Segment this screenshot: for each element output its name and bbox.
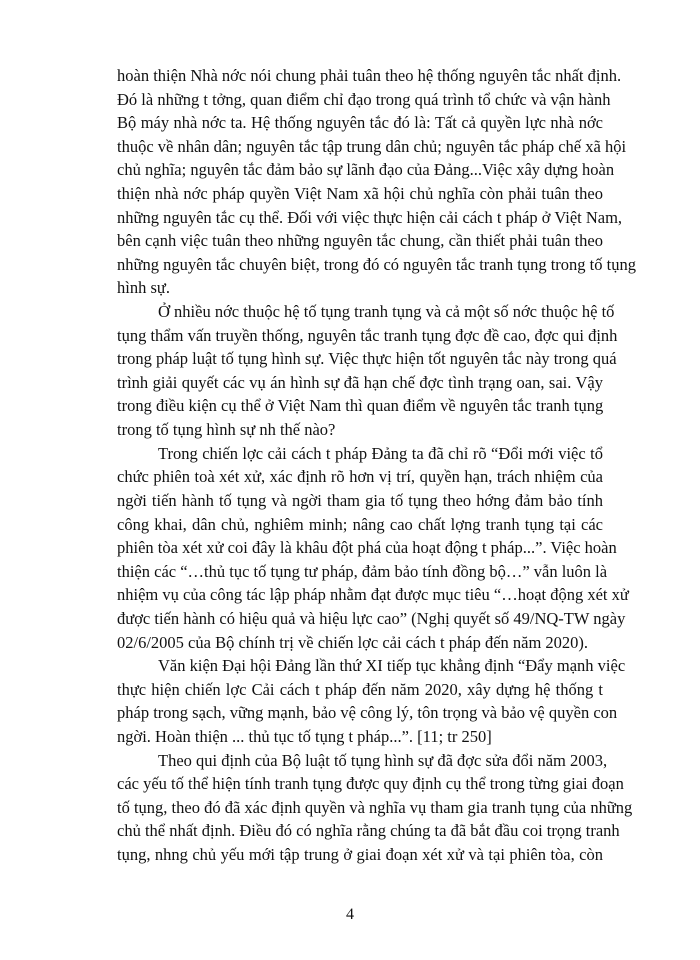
text-line: ngời tiến hành tố tụng và ngời tham gia tố tụng theo hớng đảm bảo tính [117,491,603,510]
text-line: Văn kiện Đại hội Đảng lần thứ XI tiếp tục khẳng định “Đẩy mạnh việc [158,656,626,675]
text-line: được tiến hành có hiệu quả và hiệu lực cao” (Nghị quyết số 49/NQ-TW ngày [117,609,626,628]
text-line: bên cạnh việc tuân theo những nguyên tắc chung, cần thiết phải tuân theo [117,231,603,250]
text-line: hình sự. [117,278,170,297]
text-line: trong tố tụng hình sự nh thế nào? [117,420,336,439]
text-line: Ở nhiều nớc thuộc hệ tố tụng tranh tụng và cả một số nớc thuộc hệ tố [158,302,615,321]
text-line: thiện nhà nớc pháp quyền Việt Nam xã hội chủ nghĩa còn phải tuân theo [117,184,603,203]
text-line: thuộc về nhân dân; nguyên tắc tập trung dân chủ; nguyên tắc pháp chế xã hội [117,137,627,156]
text-line: những nguyên tắc chuyên biệt, trong đó có nguyên tắc tranh tụng trong tố tụng [117,255,636,274]
text-line: công khai, dân chủ, nghiêm minh; nâng cao chất lợng tranh tụng tại các [117,515,603,534]
text-line: trong điều kiện cụ thể ở Việt Nam thì quan điểm về nguyên tắc tranh tụng [117,396,604,415]
text-line: tố tụng, theo đó đã xác định quyền và nghĩa vụ tham gia tranh tụng của những [117,798,633,817]
text-line: Bộ máy nhà nớc ta. Hệ thống nguyên tắc đó là: Tất cả quyền lực nhà nớc [117,113,603,132]
text-line: những nguyên tắc cụ thể. Đối với việc thực hiện cải cách t pháp ở Việt Nam, [117,208,623,227]
text-line: chủ thể nhất định. Điều đó có nghĩa rằng chúng ta đã bắt đầu coi trọng tranh [117,821,620,840]
text-line: tụng, nhng chủ yếu mới tập trung ở giai đoạn xét xử và tại phiên tòa, còn [117,845,603,864]
text-line: ngời. Hoàn thiện ... thủ tục tố tụng t pháp...”. [11; tr 250] [117,727,492,746]
text-line: phiên tòa xét xử coi đây là khâu đột phá của hoạt động t pháp...”. Việc hoàn [117,538,617,557]
text-line: Trong chiến lợc cải cách t pháp Đảng ta đã chỉ rõ “Đổi mới việc tổ [158,444,603,463]
text-line: 02/6/2005 của Bộ chính trị về chiến lợc cải cách t pháp đến năm 2020). [117,633,589,652]
text-line: nhiệm vụ của công tác lập pháp nhằm đạt được mục tiêu “…hoạt động xét xử [117,585,629,604]
text-line: trình giải quyết các vụ án hình sự đã hạn chế đợc tình trạng oan, sai. Vậy [117,373,603,392]
text-line: chức phiên toà xét xử, xác định rõ hơn vị trí, quyền hạn, trách nhiệm của [117,467,603,486]
text-line: thiện các “…thủ tục tố tụng tư pháp, đảm bảo tính đồng bộ…” vẫn luôn là [117,562,608,581]
text-line: pháp trong sạch, vững mạnh, bảo vệ công lý, tôn trọng và bảo vệ quyền con [117,703,618,722]
text-line: trong pháp luật tố tụng hình sự. Việc thực hiện tốt nguyên tắc này trong quá [117,349,617,368]
text-line: tụng thẩm vấn truyền thống, nguyên tắc tranh tụng đợc đề cao, đợc qui định [117,326,618,345]
text-line: các yếu tố thể hiện tính tranh tụng được quy định cụ thể trong từng giai đoạn [117,774,624,793]
text-line: hoàn thiện Nhà nớc nói chung phải tuân theo hệ thống nguyên tắc nhất định. [117,66,622,85]
text-line: Theo qui định của Bộ luật tố tụng hình sự đã đợc sửa đổi năm 2003, [158,751,608,770]
text-line: Đó là những t tởng, quan điểm chỉ đạo trong quá trình tổ chức và vận hành [117,90,611,109]
text-line: thực hiện chiến lợc Cải cách t pháp đến năm 2020, xây dựng hệ thống t [117,680,603,699]
text-line: chủ nghĩa; nguyên tắc đảm bảo sự lãnh đạo của Đảng...Việc xây dựng hoàn [117,160,615,179]
page-number: 4 [346,906,354,923]
